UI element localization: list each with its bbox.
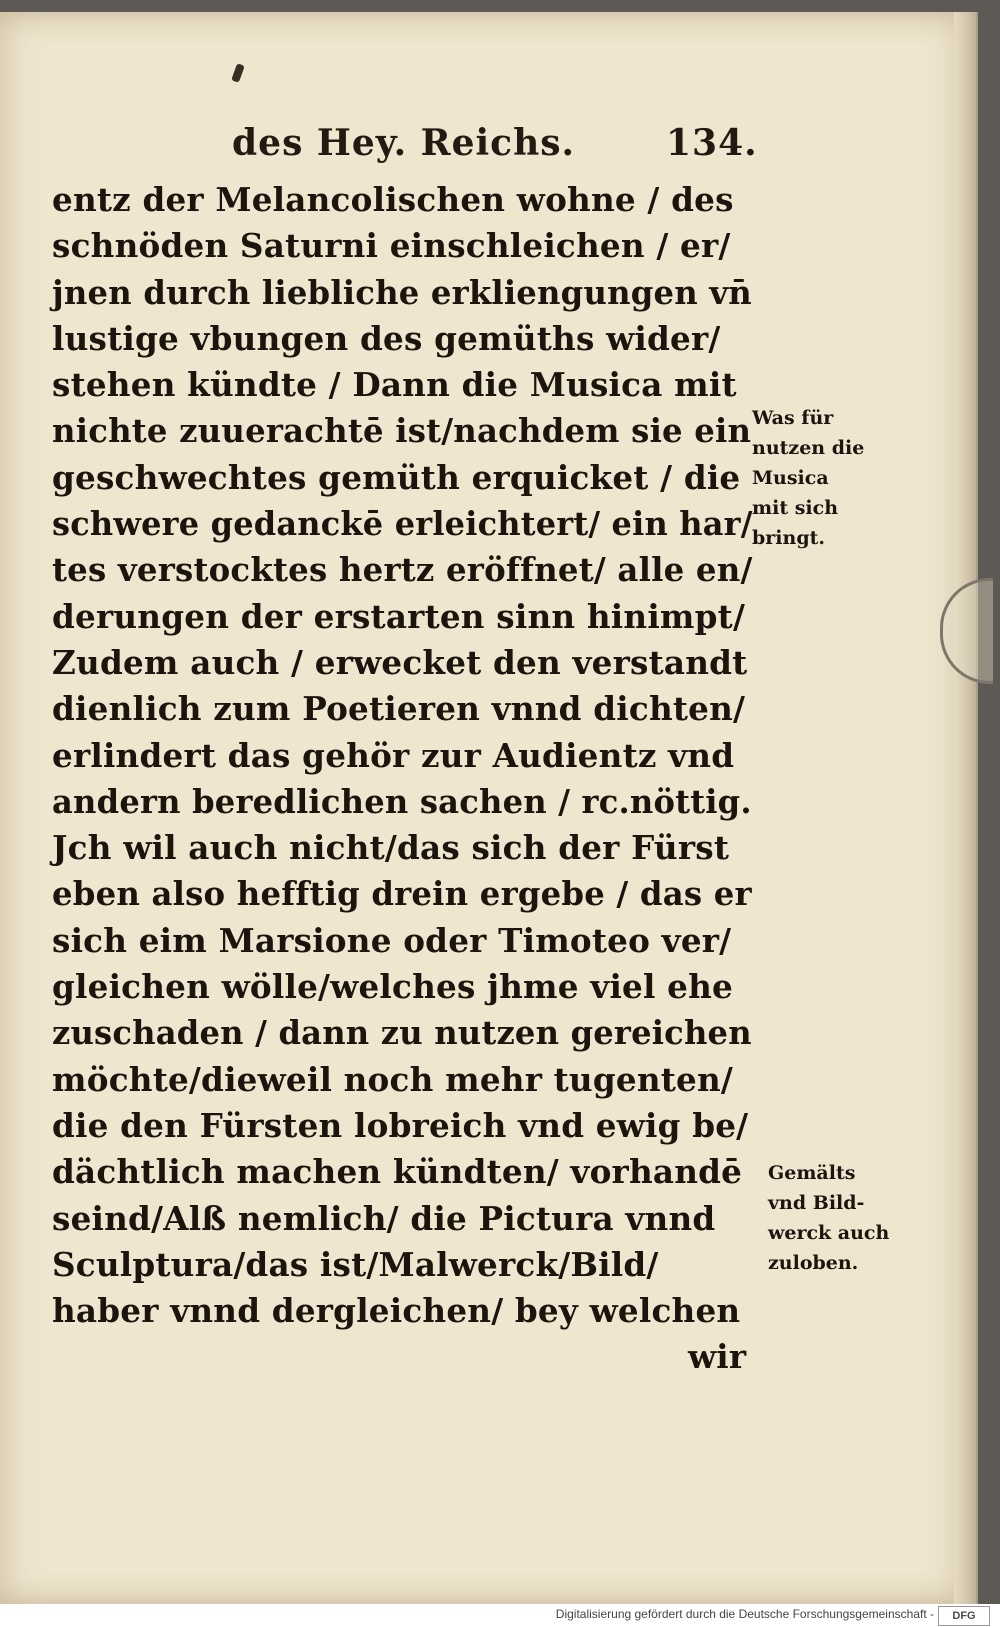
catchword: wir xyxy=(687,1337,747,1377)
text-line: andern beredlichen sachen / rc.nöttig. xyxy=(52,781,752,821)
body-text xyxy=(52,177,760,1381)
text-line: seind/Alß nemlich/ die Pictura vnnd xyxy=(52,1198,716,1238)
margin-note-gemaelts xyxy=(768,1158,889,1278)
book-page xyxy=(0,12,978,1604)
margin-note-line: werck auch xyxy=(768,1222,890,1244)
margin-note-line: mit sich xyxy=(752,497,839,519)
text-line: jnen durch liebliche erkliengungen vn̄ xyxy=(52,272,752,312)
page-fore-edge xyxy=(954,12,976,1604)
text-line: schnöden Saturni einschleichen / er/ xyxy=(52,226,731,266)
page-number: 134. xyxy=(666,122,758,164)
dfg-logo: DFG xyxy=(938,1606,990,1626)
text-line: dienlich zum Poetieren vnnd dichten/ xyxy=(52,689,746,729)
text-line: zuschaden / dann zu nutzen gereichen xyxy=(52,1013,752,1053)
text-line: dächtlich machen kündten/ vorhandē xyxy=(52,1152,743,1192)
text-line: erlindert das gehör zur Audientz vnd xyxy=(52,735,735,775)
text-line: sich eim Marsione oder Timoteo ver/ xyxy=(52,920,732,960)
text-line: tes verstocktes hertz eröffnet/ alle en/ xyxy=(52,550,753,590)
footer-credit: Digitalisierung gefördert durch die Deutsche Forschungsgemeinschaft - xyxy=(555,1607,934,1621)
text-line: entz der Melancolischen wohne / des xyxy=(52,180,734,219)
text-line: möchte/dieweil noch mehr tugenten/ xyxy=(52,1059,734,1099)
ink-mark xyxy=(231,63,245,83)
margin-note-line: Gemälts xyxy=(768,1162,856,1184)
margin-note-line: zuloben. xyxy=(768,1252,859,1274)
margin-note-line: bringt. xyxy=(752,527,826,549)
text-line: Zudem auch / erwecket den verstandt xyxy=(52,642,748,682)
text-line: die den Fürsten lobreich vnd ewig be/ xyxy=(52,1105,749,1145)
margin-note-line: vnd Bild- xyxy=(768,1192,865,1214)
text-line: nichte zuuerachtē ist/nachdem sie ein xyxy=(52,411,752,451)
text-line: haber vnnd dergleichen/ bey welchen xyxy=(52,1291,741,1331)
text-line: stehen kündte / Dann die Musica mit xyxy=(52,365,737,405)
text-line: Sculptura/das ist/Malwerck/Bild/ xyxy=(52,1244,659,1284)
text-line: eben also hefftig drein ergebe / das er xyxy=(52,874,752,914)
margin-note-line: Was für xyxy=(752,407,834,429)
margin-note-musica xyxy=(752,403,864,553)
margin-note-line: Musica xyxy=(752,467,829,489)
page-header xyxy=(232,122,758,172)
running-title: des Hey. Reichs. xyxy=(232,122,576,164)
text-line: Jch wil auch nicht/das sich der Fürst xyxy=(52,828,730,868)
text-line: gleichen wölle/welches jhme viel ehe xyxy=(52,967,734,1007)
text-line: lustige vbungen des gemüths wider/ xyxy=(52,318,721,358)
text-line: schwere gedanckē erleichtert/ ein har/ xyxy=(52,504,753,544)
footer-bar xyxy=(0,1604,1000,1627)
text-line: derungen der erstarten sinn hinimpt/ xyxy=(52,596,746,636)
text-line: geschwechtes gemüth erquicket / die xyxy=(52,457,741,497)
margin-note-line: nutzen die xyxy=(752,437,865,459)
